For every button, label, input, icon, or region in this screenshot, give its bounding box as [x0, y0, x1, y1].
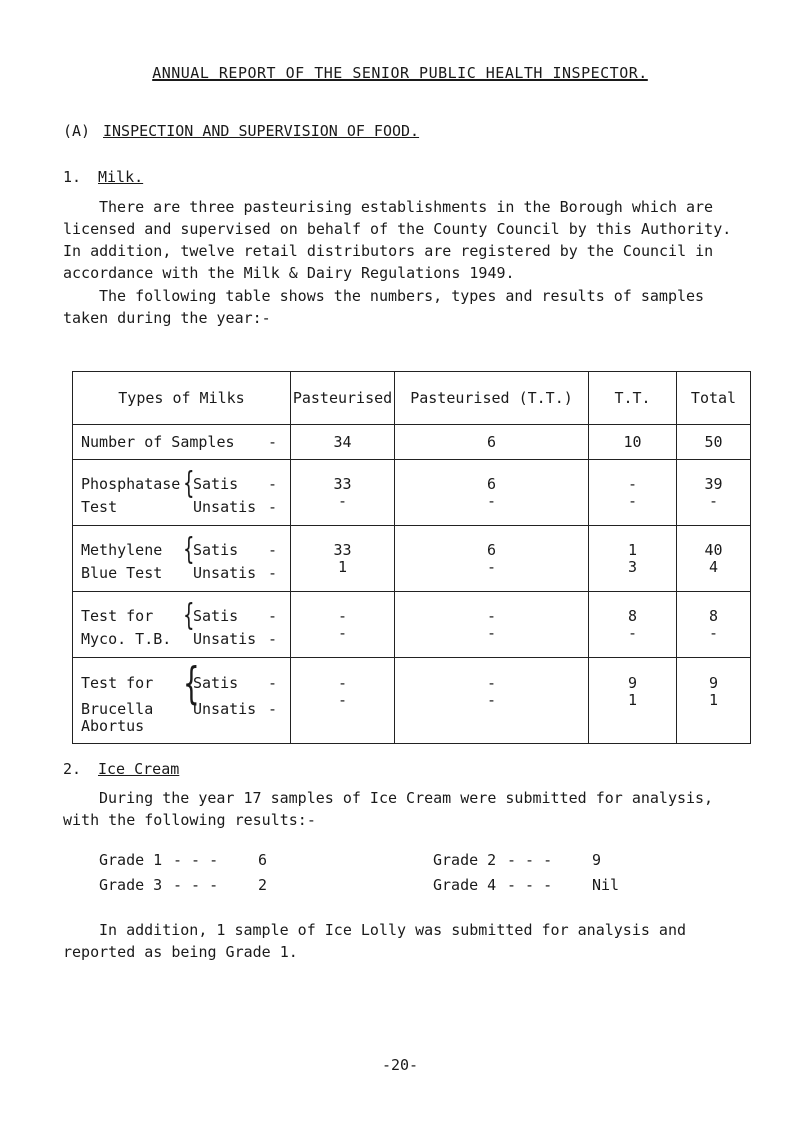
ice-cream-paragraph-1: During the year 17 samples of Ice Cream were submitted for analysis, with the following results:-	[63, 789, 714, 829]
milk-title: Milk.	[98, 168, 144, 186]
table-cell: - -	[291, 658, 395, 744]
ice-cream-title: Ice Cream	[98, 760, 180, 778]
milk-samples-table	[72, 371, 751, 744]
ice-cream-number: 2.	[63, 760, 82, 778]
row-label: Methylene { Satis - Blue Test Unsatis -	[73, 526, 291, 592]
table-cell: 1 3	[589, 526, 677, 592]
grade-item: Grade 1 - - - 6	[99, 851, 268, 869]
table-cell: 8 -	[589, 592, 677, 658]
grade-item: Grade 3 - - - 2	[99, 876, 268, 894]
column-header: Types of Milks	[73, 372, 291, 425]
column-header: T.T.	[589, 372, 677, 425]
table-cell: - -	[589, 460, 677, 526]
table-cell: 8 -	[677, 592, 751, 658]
section-heading	[63, 122, 419, 140]
table-row	[73, 658, 751, 744]
section-label: (A)	[63, 122, 91, 140]
table-row	[73, 425, 751, 460]
table-cell: - -	[395, 592, 589, 658]
ice-cream-grades	[99, 848, 767, 898]
row-label: Number of Samples -	[73, 425, 291, 460]
column-header: Total	[677, 372, 751, 425]
table-cell: - -	[395, 658, 589, 744]
table-cell: 50	[677, 425, 751, 460]
table-cell: 33 1	[291, 526, 395, 592]
page-number: -20-	[381, 1056, 419, 1074]
milk-paragraph-1: There are three pasteurising establishments in the Borough which are licensed and supervised on behalf of the County Council by this Authority. In addition, twelve retail distributors are registered by the Council in accordance with the Milk & Dairy Regulations 1949.	[63, 198, 732, 282]
table-cell: 33 -	[291, 460, 395, 526]
milk-number: 1.	[63, 168, 82, 186]
table-row	[73, 460, 751, 526]
milk-heading	[63, 168, 143, 186]
column-header: Pasteurised	[291, 372, 395, 425]
table-cell: 39 -	[677, 460, 751, 526]
row-label: Test for { Satis - Brucella Unsatis - Abortus	[73, 658, 291, 744]
section-title: INSPECTION AND SUPERVISION OF FOOD.	[103, 122, 420, 140]
table-row	[73, 526, 751, 592]
grade-item: Grade 4 - - - Nil	[433, 876, 620, 894]
table-cell: 34	[291, 425, 395, 460]
table-cell: 10	[589, 425, 677, 460]
ice-cream-paragraph-2: In addition, 1 sample of Ice Lolly was submitted for analysis and reported as being Grade 1.	[63, 921, 686, 961]
table-cell: 6 -	[395, 526, 589, 592]
page-title: ANNUAL REPORT OF THE SENIOR PUBLIC HEALTH INSPECTOR.	[152, 64, 648, 82]
table-cell: 9 1	[677, 658, 751, 744]
column-header: Pasteurised (T.T.)	[395, 372, 589, 425]
brace-glyph: {	[183, 466, 195, 501]
row-label: Phosphatase { Satis - Test Unsatis -	[73, 460, 291, 526]
table-cell: 9 1	[589, 658, 677, 744]
row-label: Test for { Satis - Myco. T.B. Unsatis -	[73, 592, 291, 658]
brace-glyph: {	[183, 657, 200, 709]
grade-item: Grade 2 - - - 9	[433, 851, 602, 869]
brace-glyph: {	[183, 532, 195, 567]
table-cell: 6	[395, 425, 589, 460]
ice-cream-heading	[63, 760, 179, 778]
table-cell: - -	[291, 592, 395, 658]
table-row	[73, 592, 751, 658]
table-cell: 40 4	[677, 526, 751, 592]
brace-glyph: {	[183, 598, 195, 633]
table-header-row	[73, 372, 751, 425]
table-cell: 6 -	[395, 460, 589, 526]
milk-paragraph-2: The following table shows the numbers, types and results of samples taken during the year:-	[63, 287, 705, 327]
